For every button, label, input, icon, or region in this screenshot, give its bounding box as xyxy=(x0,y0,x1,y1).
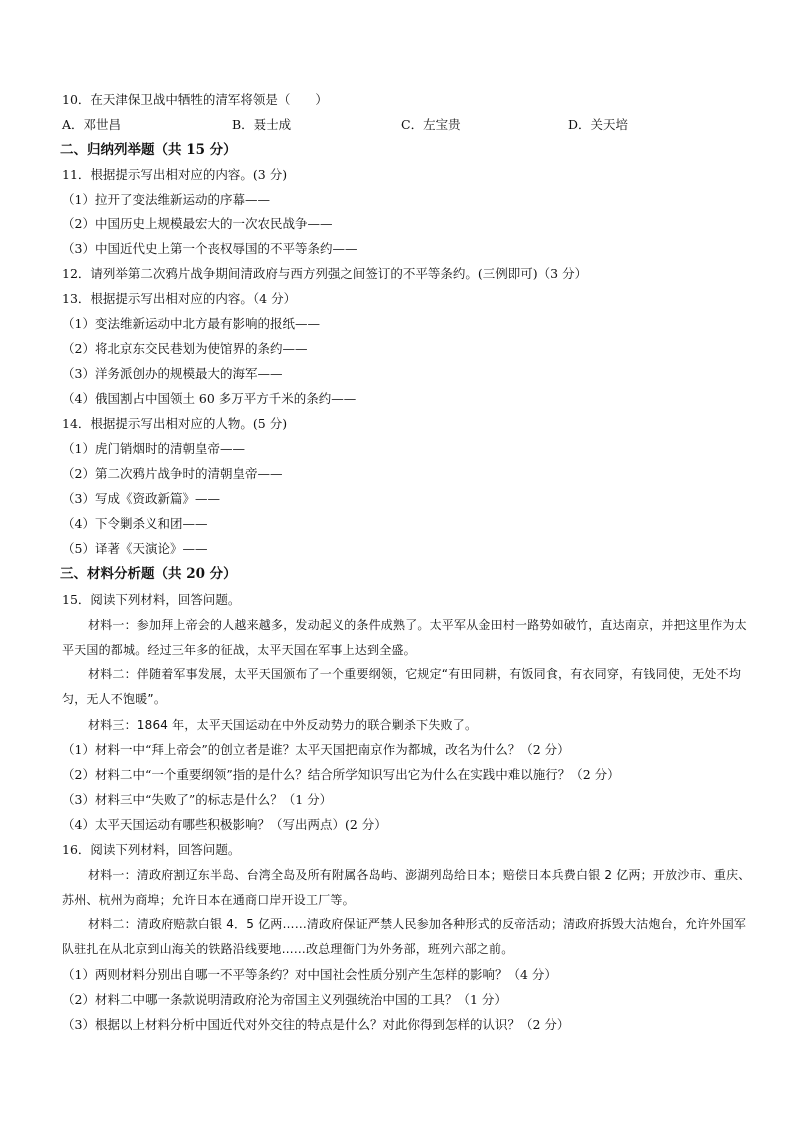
q14-item-1: （1）虎门销烟时的清朝皇帝—— xyxy=(62,441,245,456)
section3-title: 三、材料分析题（共 20 分） xyxy=(60,566,237,582)
q14-stem: 14．根据提示写出相对应的人物。(5 分) xyxy=(62,416,288,431)
q13-stem: 13．根据提示写出相对应的内容。（4 分） xyxy=(62,291,297,306)
q13-item-3: （3）洋务派创办的规模最大的海军—— xyxy=(62,366,283,381)
q13-item-4: （4）俄国割占中国领土 60 多万平方千米的条约—— xyxy=(62,391,357,406)
q15-item-2: （2）材料二中“一个重要纲领”指的是什么？结合所学知识写出它为什么在实践中难以施行？（2 分） xyxy=(62,767,620,782)
q15-stem: 15．阅读下列材料，回答问题。 xyxy=(62,592,241,607)
q14-item-5: （5）译著《天演论》—— xyxy=(62,541,208,556)
q15-item-3: （3）材料三中“失败了”的标志是什么？（1 分） xyxy=(62,792,333,807)
q15-material-2: 材料二：伴随着军事发展，太平天国颁布了一个重要纲领，它规定“有田同耕，有饭同食，有衣同穿，有钱同使，无处不均匀，无人不饱暖”。 xyxy=(62,667,742,706)
q10-option-c: C．左宝贵 xyxy=(401,117,461,132)
q11-item-1: （1）拉开了变法维新运动的序幕—— xyxy=(62,192,270,207)
q14-item-2: （2）第二次鸦片战争时的清朝皇帝—— xyxy=(62,466,283,481)
q12-stem: 12．请列举第二次鸦片战争期间清政府与西方列强之间签订的不平等条约。(三例即可)（3 分） xyxy=(62,266,588,281)
q15-item-4: （4）太平天国运动有哪些积极影响？（写出两点）(2 分） xyxy=(62,817,387,832)
q11-item-2: （2）中国历史上规模最宏大的一次农民战争—— xyxy=(62,216,333,231)
q16-item-2: （2）材料二中哪一条款说明清政府沦为帝国主义列强统治中国的工具？（1 分） xyxy=(62,992,507,1007)
q16-material-2: 材料二：清政府赔款白银 4．5 亿两……清政府保证严禁人民参加各种形式的反帝活动；清政府拆毁大沽炮台，允许外国军队驻扎在从北京到山海关的铁路沿线要地……改总理衙门为外务部，班列六部之前。 xyxy=(62,917,747,956)
q16-material-1: 材料一：清政府割辽东半岛、台湾全岛及所有附属各岛屿、澎湖列岛给日本；赔偿日本兵费白银 2 亿两；开放沙市、重庆、苏州、杭州为商埠；允许日本在通商口岸开设工厂等。 xyxy=(62,868,751,907)
q15-item-1: （1）材料一中“拜上帝会”的创立者是谁？太平天国把南京作为都城，改名为什么？（2 分） xyxy=(62,742,570,757)
q13-item-1: （1）变法维新运动中北方最有影响的报纸—— xyxy=(62,316,320,331)
q13-item-2: （2）将北京东交民巷划为使馆界的条约—— xyxy=(62,341,308,356)
q10-option-b: B．聂士成 xyxy=(232,117,292,132)
q11-stem: 11．根据提示写出相对应的内容。(3 分) xyxy=(62,167,288,182)
q11-item-3: （3）中国近代史上第一个丧权辱国的不平等条约—— xyxy=(62,241,358,256)
q10-option-d: D．关天培 xyxy=(568,117,629,132)
q14-item-3: （3）写成《资政新篇》—— xyxy=(62,491,220,506)
q14-item-4: （4）下令剿杀义和团—— xyxy=(62,516,208,531)
q15-material-3: 材料三：1864 年，太平天国运动在中外反动势力的联合剿杀下失败了。 xyxy=(88,718,478,732)
q10-stem: 10．在天津保卫战中牺牲的清军将领是（ ） xyxy=(62,92,328,107)
q15-material-1: 材料一：参加拜上帝会的人越来越多，发动起义的条件成熟了。太平军从金田村一路势如破竹，直达南京，并把这里作为太平天国的都城。经过三年多的征战，太平天国在军事上达到全盛。 xyxy=(62,618,747,657)
q16-item-1: （1）两则材料分别出自哪一不平等条约？对中国社会性质分别产生怎样的影响？（4 分） xyxy=(62,967,557,982)
q16-stem: 16．阅读下列材料，回答问题。 xyxy=(62,842,241,857)
section2-title: 二、归纳列举题（共 15 分） xyxy=(60,142,237,158)
q10-option-a: A．邓世昌 xyxy=(62,117,122,132)
q16-item-3: （3）根据以上材料分析中国近代对外交往的特点是什么？对此你得到怎样的认识？（2 分） xyxy=(62,1017,570,1032)
